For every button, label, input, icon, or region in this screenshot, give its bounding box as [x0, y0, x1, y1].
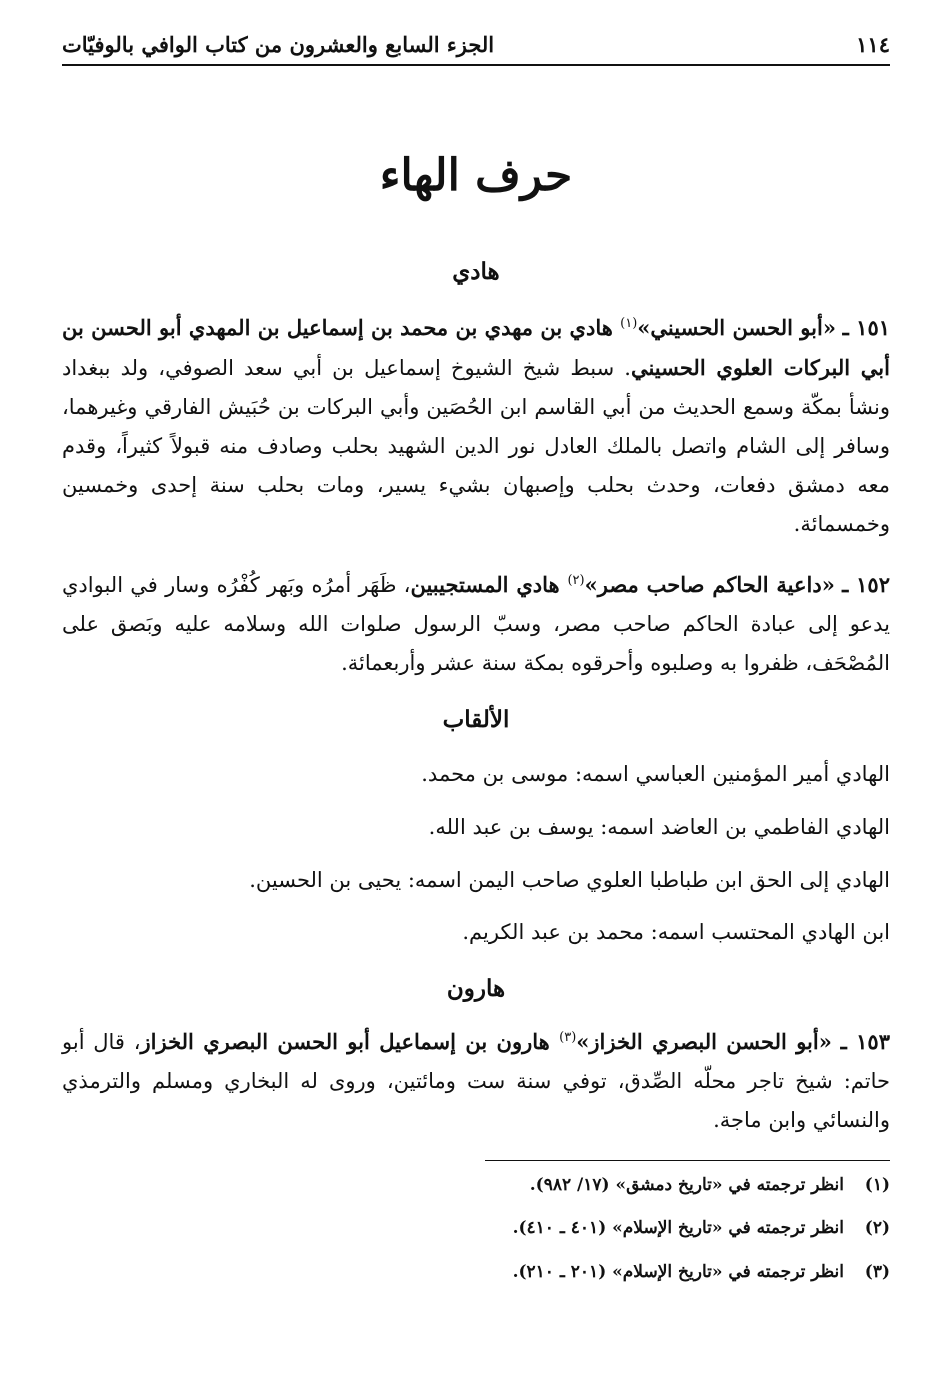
entry-number: ١٥٢ ـ — [842, 572, 890, 597]
laqab-line: ابن الهادي المحتسب اسمه: محمد بن عبد الكريم. — [462, 920, 890, 944]
section-heading-harun: هارون — [446, 975, 506, 1002]
entry-number: ١٥١ ـ — [842, 315, 891, 340]
laqab-line: الهادي أمير المؤمنين العباسي اسمه: موسى بن محمد. — [421, 762, 890, 786]
footnote-text: انظر ترجمته في «تاريخ الإسلام» (٢٠١ ـ ٢١٠). — [512, 1262, 844, 1282]
entry-epithet: «أبو الحسن البصري الخزاز» — [576, 1029, 832, 1054]
entry-153 — [62, 1022, 890, 1140]
footnote-rule — [485, 1160, 890, 1161]
footnote — [513, 1262, 890, 1282]
footnote — [530, 1175, 890, 1195]
footnote-number: (٣) — [864, 1262, 890, 1282]
header-rule — [62, 64, 890, 66]
footnote-number: (٢) — [864, 1218, 890, 1238]
page — [62, 0, 890, 1373]
footnote-ref: (١) — [620, 316, 638, 331]
footnote-ref: (٣) — [559, 1030, 577, 1045]
entry-body: ، ظَهَر أمرُه وبَهر كُفْرُه وسار في البوادي يدعو إلى عبادة الحاكم صاحب مصر، وسبّ الرسول صلوات الله وسلامه عليه وبَصق على المُصْحَف، ظفروا به وصلبوه وأحرقوه بمكة سنة عشر وأربعمائة. — [62, 573, 890, 675]
entry-name: هادي المستجيبين — [410, 572, 568, 597]
entry-body: ، قال أبو حاتم: شيخ تاجر محلّه الصِّدق، توفي سنة ست ومائتين، وروى له البخاري ومسلم والترمذي والنسائي وابن ماجة. — [62, 1030, 890, 1132]
entry-number: ١٥٣ ـ — [840, 1029, 890, 1054]
entry-name: هادي بن مهدي بن محمد بن إسماعيل بن المهدي أبو الحسن بن أبي البركات العلوي الحسيني — [62, 315, 890, 380]
running-title: الجزء السابع والعشرون من كتاب الوافي بالوفيّات — [62, 31, 495, 57]
footnote — [513, 1218, 890, 1238]
section-heading-alqab: الألقاب — [442, 706, 510, 733]
footnote-text: انظر ترجمته في «تاريخ دمشق» (١٧/ ٩٨٢). — [529, 1175, 844, 1195]
entry-152 — [62, 565, 890, 683]
laqab-line: الهادي الفاطمي بن العاضد اسمه: يوسف بن عبد الله. — [428, 815, 890, 839]
entry-body: . سبط شيخ الشيوخ إسماعيل بن أبي سعد الصوفي، ولد ببغداد ونشأ بمكّة وسمع الحديث من أبي القاسم ابن الحُصَين وأبي البركات بن حُبَيش الفارقي وغيرهما، وسافر إلى الشام واتصل بالملك العادل نور الدين الشهيد بحلب وصادف منه قبولاً كثيراً، وقدم معه دمشق دفعات، وحدث بحلب وإصبهان بشيء يسير، ومات بحلب سنة إحدى وخمسين وخمسمائة. — [62, 356, 890, 536]
footnote-text: انظر ترجمته في «تاريخ الإسلام» (٤٠١ ـ ٤١٠). — [512, 1218, 844, 1238]
footnote-ref: (٢) — [567, 573, 585, 588]
entry-name: هارون بن إسماعيل أبو الحسن البصري الخزاز — [140, 1029, 560, 1054]
chapter-title: حرف الهاء — [379, 150, 573, 201]
entry-151 — [62, 308, 890, 544]
entry-epithet: «داعية الحاكم صاحب مصر» — [584, 572, 835, 597]
laqab-line: الهادي إلى الحق ابن طباطبا العلوي صاحب اليمن اسمه: يحيى بن الحسين. — [249, 868, 890, 892]
page-header — [62, 24, 890, 64]
footnote-number: (١) — [864, 1175, 890, 1195]
section-heading-hadi: هادي — [452, 258, 500, 285]
page-number: ١١٤ — [856, 31, 890, 57]
entry-epithet: «أبو الحسن الحسيني» — [637, 315, 836, 340]
